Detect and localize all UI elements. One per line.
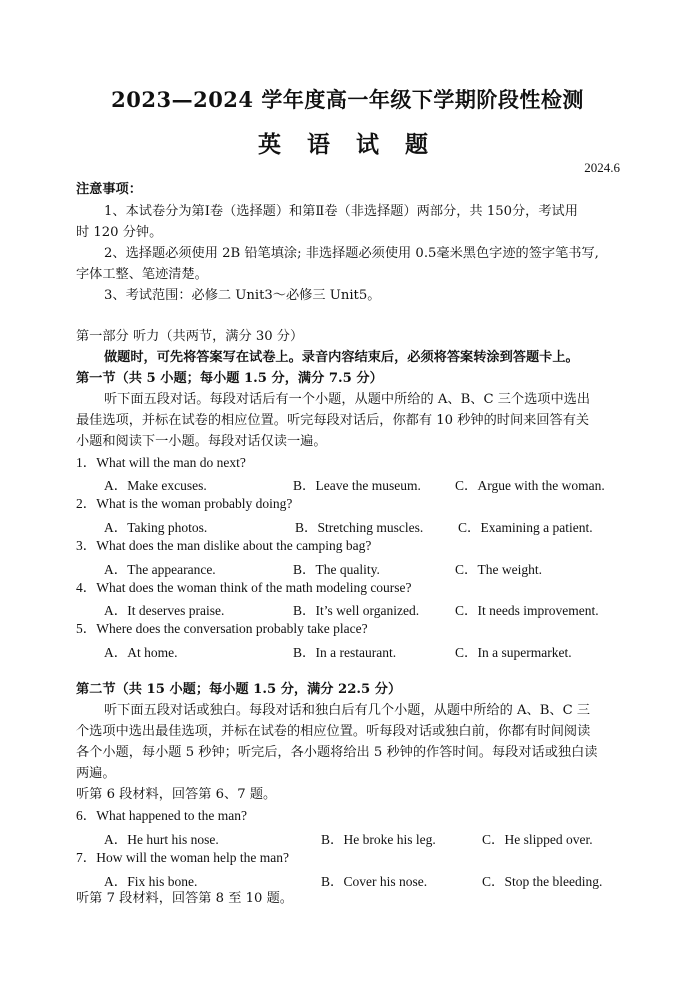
question-stem: 2．What is the woman probably doing? — [76, 496, 293, 511]
option-a: A．Fix his bone. — [104, 874, 198, 889]
question-stem: 6．What happened to the man? — [76, 808, 247, 823]
section2-instruction: 个选项中选出最佳选项，并标在试卷的相应位置。听每段对话或独白前，你都有时间阅读 — [76, 724, 591, 739]
notice-line: 时 120 分钟。 — [76, 225, 163, 240]
notice-line: 字体工整、笔迹清楚。 — [76, 267, 208, 282]
option-b: B．The quality. — [293, 562, 380, 577]
option-c: C．In a supermarket. — [455, 645, 572, 660]
section2-instruction: 听下面五段对话或独白。每段对话和独白后有几个小题，从题中所给的 A、B、C 三 — [104, 703, 591, 718]
option-a: A．It deserves praise. — [104, 603, 225, 618]
option-a: A．The appearance. — [104, 562, 216, 577]
section2-instruction: 两遍。 — [76, 766, 116, 781]
section1-instruction: 最佳选项，并标在试卷的相应位置。听完每段对话后，你都有 10 秒钟的时间来回答有关 — [76, 413, 590, 428]
option-c: C．Examining a patient. — [458, 520, 593, 535]
part1-instruction: 做题时，可先将答案写在试卷上。录音内容结束后，必须将答案转涂到答题卡上。 — [104, 350, 579, 365]
option-b: B．It’s well organized. — [293, 603, 420, 618]
notice-line: 2、选择题必须使用 2B 铅笔填涂; 非选择题必须使用 0.5毫米黑色字迹的签字笔书写, — [104, 246, 599, 261]
option-c: C．Stop the bleeding. — [482, 874, 603, 889]
option-c: C．Argue with the woman. — [455, 478, 605, 493]
exam-title: 2023—2024 学年度高一年级下学期阶段性检测 — [111, 87, 584, 112]
option-b: B．Stretching muscles. — [295, 520, 424, 535]
option-c: C．The weight. — [455, 562, 542, 577]
notice-line: 1、本试卷分为第Ⅰ卷（选择题）和第Ⅱ卷（非选择题）两部分，共 150分，考试用 — [104, 204, 578, 219]
question-stem: 1．What will the man do next? — [76, 455, 246, 470]
notice-line: 3、考试范围：必修二 Unit3～必修三 Unit5。 — [104, 288, 381, 303]
option-a: A．He hurt his nose. — [104, 832, 219, 847]
question-stem: 3．What does the man dislike about the camping bag? — [76, 538, 372, 553]
option-b: B．He broke his leg. — [321, 832, 436, 847]
exam-subtitle: 英 语 试 题 — [257, 131, 438, 158]
section1-instruction: 听下面五段对话。每段对话后有一个小题，从题中所给的 A、B、C 三个选项中选出 — [104, 392, 591, 407]
question-stem: 4．What does the woman think of the math modeling course? — [76, 580, 412, 595]
material-note: 听第 7 段材料，回答第 8 至 10 题。 — [76, 891, 293, 906]
material-note: 听第 6 段材料，回答第 6、7 题。 — [76, 787, 277, 802]
option-a: A．Taking photos. — [104, 520, 208, 535]
question-stem: 7．How will the woman help the man? — [76, 850, 289, 865]
option-b: B．In a restaurant. — [293, 645, 397, 660]
notice-heading: 注意事项： — [76, 182, 142, 197]
section1-heading: 第一节（共 5 小题；每小题 1.5 分，满分 7.5 分） — [76, 371, 383, 386]
option-b: B．Leave the museum. — [293, 478, 421, 493]
option-a: A．Make excuses. — [104, 478, 207, 493]
option-c: C．He slipped over. — [482, 832, 593, 847]
section2-instruction: 各个小题，每小题 5 秒钟；听完后，各小题将给出 5 秒钟的作答时间。每段对话或独白读 — [76, 745, 598, 760]
part1-heading: 第一部分 听力（共两节，满分 30 分） — [76, 329, 304, 344]
option-b: B．Cover his nose. — [321, 874, 428, 889]
option-c: C．It needs improvement. — [455, 603, 599, 618]
question-stem: 5．Where does the conversation probably take place? — [76, 621, 368, 636]
section2-heading: 第二节（共 15 小题；每小题 1.5 分，满分 22.5 分） — [76, 682, 402, 697]
option-a: A．At home. — [104, 645, 178, 660]
section1-instruction: 小题和阅读下一小题。每段对话仅读一遍。 — [76, 434, 327, 449]
exam-date: 2024.6 — [584, 160, 620, 175]
